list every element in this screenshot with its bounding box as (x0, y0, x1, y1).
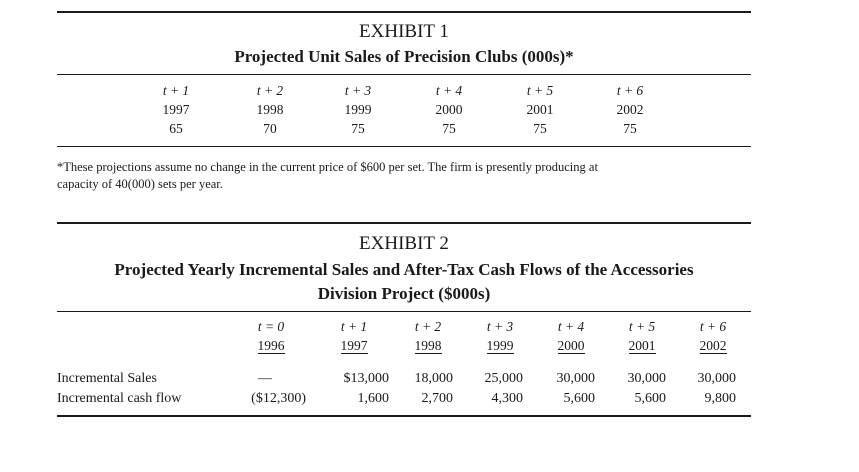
sales-cell-6: 30,000 (697, 371, 736, 386)
exhibit1-value-3: 75 (351, 121, 365, 136)
sales-cell-5: 30,000 (627, 371, 666, 386)
exhibit2-period-0: t = 0 (257, 319, 285, 334)
exhibit1-year-6: 2002 (616, 102, 644, 117)
exhibit1-year-5: 2001 (526, 102, 554, 117)
cash-cell-0: ($12,300) (251, 391, 306, 406)
row-label-incremental-cash-flow: Incremental cash flow (57, 391, 182, 406)
exhibit2-period-5: t + 5 (628, 319, 656, 334)
exhibit1-period-4: t + 4 (435, 83, 463, 98)
cash-cell-6: 9,800 (704, 391, 736, 406)
exhibit1-footnote-line2: capacity of 40(000) sets per year. (57, 177, 223, 191)
exhibit1-heading: EXHIBIT 1 (359, 21, 449, 42)
exhibit1-period-5: t + 5 (526, 83, 554, 98)
exhibit2-subtitle-line2: Division Project ($000s) (317, 284, 491, 303)
sales-cell-4: 30,000 (556, 371, 595, 386)
exhibit1-value-6: 75 (623, 121, 637, 136)
cash-cell-1: 1,600 (357, 391, 389, 406)
cash-cell-5: 5,600 (634, 391, 666, 406)
exhibit1-subtitle: Projected Unit Sales of Precision Clubs (000s)* (234, 47, 574, 66)
exhibit1-year-1: 1997 (162, 102, 190, 117)
exhibit1-year-2: 1998 (256, 102, 284, 117)
exhibit2-period-3: t + 3 (486, 319, 514, 334)
cash-cell-2: 2,700 (421, 391, 453, 406)
exhibit1-period-2: t + 2 (256, 83, 284, 98)
exhibit1-value-5: 75 (533, 121, 547, 136)
exhibit1-top-rule (57, 11, 751, 13)
exhibit2-year-3: 1999 (486, 338, 514, 353)
exhibit2-year-6: 2002 (699, 338, 727, 353)
exhibit1-value-2: 70 (263, 121, 277, 136)
exhibit2-year-2: 1998 (414, 338, 442, 353)
exhibit1-bottom-rule (57, 146, 751, 147)
row-label-incremental-sales: Incremental Sales (57, 371, 157, 386)
exhibit2-subtitle-line1: Projected Yearly Incremental Sales and After-Tax Cash Flows of the Accessories (114, 260, 694, 279)
exhibit2-top-rule (57, 222, 751, 224)
sales-cell-3: 25,000 (484, 371, 523, 386)
sales-cell-2: 18,000 (414, 371, 453, 386)
exhibit1-header-rule (57, 74, 751, 75)
sales-cell-1: $13,000 (343, 371, 389, 386)
exhibit2-year-5: 2001 (628, 338, 656, 353)
exhibit1-year-4: 2000 (435, 102, 463, 117)
exhibit1-period-1: t + 1 (162, 83, 190, 98)
exhibit2-period-1: t + 1 (340, 319, 368, 334)
exhibit1-period-3: t + 3 (344, 83, 372, 98)
exhibit2-heading: EXHIBIT 2 (359, 233, 449, 254)
exhibit2-bottom-rule (57, 415, 751, 417)
cash-cell-4: 5,600 (563, 391, 595, 406)
exhibit2-year-1: 1997 (340, 338, 368, 353)
exhibit2-period-4: t + 4 (557, 319, 585, 334)
exhibit1-year-3: 1999 (344, 102, 372, 117)
exhibit1-value-1: 65 (169, 121, 183, 136)
exhibit2-period-2: t + 2 (414, 319, 442, 334)
exhibit1-value-4: 75 (442, 121, 456, 136)
cash-cell-3: 4,300 (491, 391, 523, 406)
exhibit1-period-6: t + 6 (616, 83, 644, 98)
exhibit2-year-0: 1996 (257, 338, 285, 353)
exhibit2-year-4: 2000 (557, 338, 585, 353)
sales-cell-0: — (258, 371, 272, 386)
exhibit2-header-rule (57, 311, 751, 312)
exhibit1-footnote-line1: *These projections assume no change in the current price of $600 per set. The firm is presently producing at (57, 160, 598, 174)
exhibit2-period-6: t + 6 (699, 319, 727, 334)
